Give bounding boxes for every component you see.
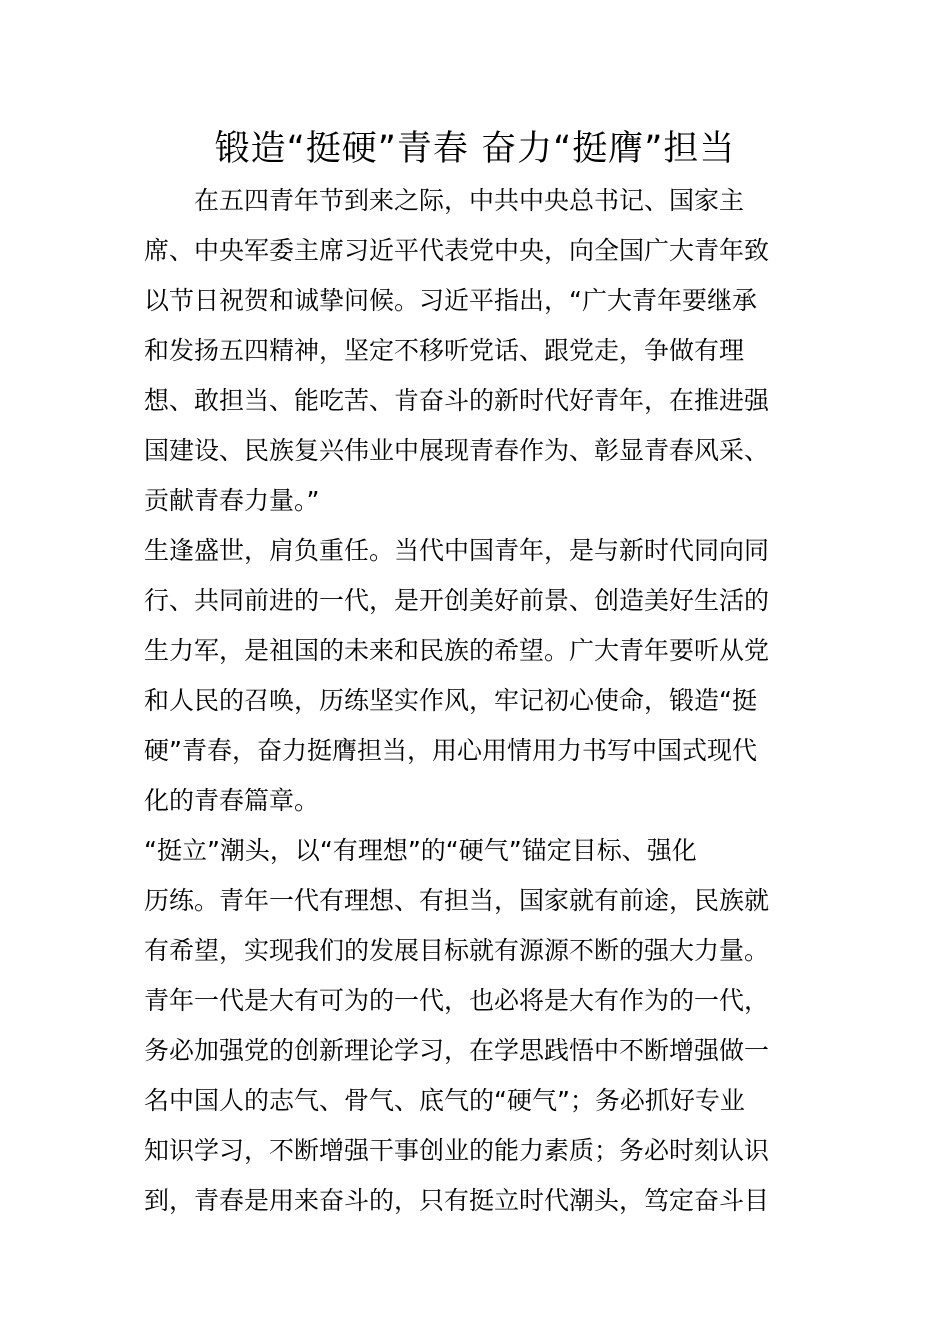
paragraph-1-line: 以节日祝贺和诚挚问候。习近平指出，“广大青年要继承 (144, 286, 757, 315)
paragraph-1-line: 国建设、民族复兴伟业中展现青春作为、彰显青春风采、 (144, 436, 770, 465)
paragraph-2-line: 化的青春篇章。 (144, 786, 320, 815)
paragraph-3-line: 名中国人的志气、骨气、底气的“硬气”；务必抓好专业 (144, 1086, 745, 1115)
document-title: 锻造“挺硬”青春 奋力“挺膺”担当 (214, 129, 736, 169)
paragraph-2-line: 生力军，是祖国的未来和民族的希望。广大青年要听从党 (144, 636, 770, 665)
paragraph-1-line: 贡献青春力量。” (144, 486, 320, 515)
paragraph-3-line: 历练。青年一代有理想、有担当，国家就有前途，民族就 (144, 886, 770, 915)
paragraph-2-line: 行、共同前进的一代，是开创美好前景、创造美好生活的 (144, 586, 770, 615)
paragraph-3-line: 知识学习，不断增强干事创业的能力素质；务必时刻认识 (144, 1136, 770, 1165)
paragraph-2-line: 生逢盛世，肩负重任。当代中国青年，是与新时代同向同 (144, 536, 770, 565)
paragraph-2-line: 硬”青春，奋力挺膺担当，用心用情用力书写中国式现代 (144, 736, 757, 765)
paragraph-1-line: 想、敢担当、能吃苦、肯奋斗的新时代好青年，在推进强 (144, 386, 770, 415)
paragraph-3-line: 务必加强党的创新理论学习，在学思践悟中不断增强做一 (144, 1036, 770, 1065)
paragraph-1-line: 和发扬五四精神，坚定不移听党话、跟党走，争做有理 (144, 336, 745, 365)
paragraph-1-line: 席、中央军委主席习近平代表党中央，向全国广大青年致 (144, 236, 770, 265)
paragraph-3-line: “挺立”潮头，以“有理想”的“硬气”锚定目标、强化 (144, 836, 697, 865)
paragraph-3-line: 青年一代是大有可为的一代，也必将是大有作为的一代， (144, 986, 770, 1015)
paragraph-3-line: 有希望，实现我们的发展目标就有源源不断的强大力量。 (144, 936, 770, 965)
paragraph-1-line: 在五四青年节到来之际，中共中央总书记、国家主 (144, 186, 745, 215)
paragraph-3-line: 到，青春是用来奋斗的，只有挺立时代潮头，笃定奋斗目 (144, 1186, 770, 1215)
paragraph-2-line: 和人民的召唤，历练坚实作风，牢记初心使命，锻造“挺 (144, 686, 757, 715)
